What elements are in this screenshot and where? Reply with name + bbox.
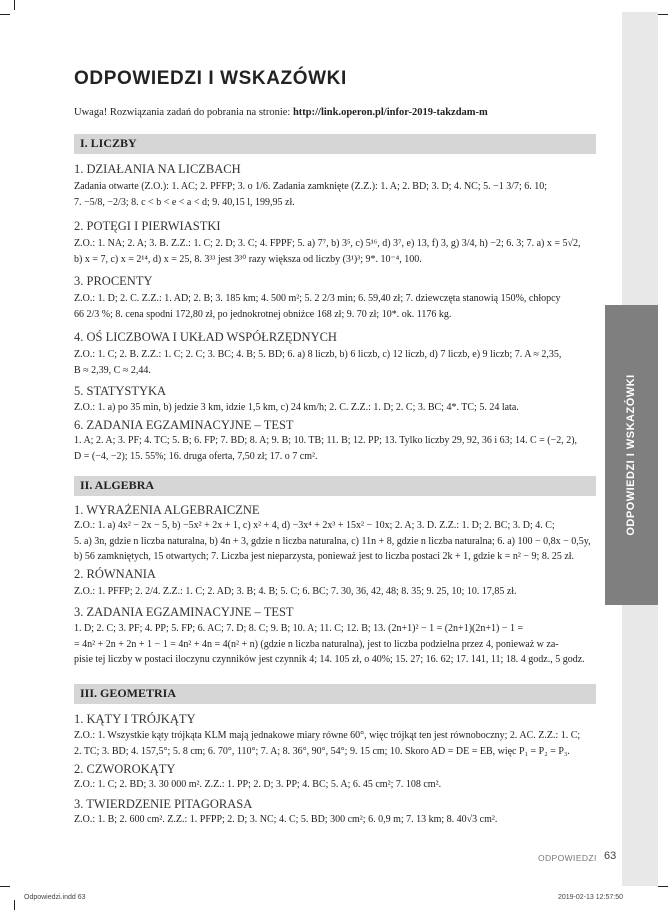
text-line: Zadania otwarte (Z.O.): 1. AC; 2. PFFP; 3. o 1/6. Zadania zamknięte (Z.Z.): 1. A; 2. BD; 3. D; 4. NC; 5. −1 3/7; 6. 10; <box>74 181 548 192</box>
chapter-header <box>74 134 596 154</box>
notice-link[interactable]: http://link.operon.pl/infor-2019-takzdam-m <box>292 107 488 118</box>
crop-mark <box>658 886 668 887</box>
text-line: Z.O.: 1. NA; 2. A; 3. B. Z.Z.: 1. C; 2. D; 3. C; 4. FPPF; 5. a) 7⁷, b) 3⁵, c) 5¹⁶, d) 3⁷, e) 13, f) 3, g) 3/4, h) −2; 6. 3; 7. a) x = 5√2, <box>74 238 581 249</box>
side-tab-label: ODPOWIEDZI I WSKAZÓWKI <box>625 374 637 536</box>
chapter-header <box>74 684 596 704</box>
text-line: D = (−4, −2); 15. 55%; 16. druga oferta, 7,50 zł; 17. o 7 cm². <box>74 450 318 462</box>
text-line: Z.O.: 1. a) po 35 min, b) jedzie 3 km, idzie 1,5 km, c) 24 km/h; 2. C. Z.Z.: 1. D; 2. C; 3. BC; 4*. TC; 5. 24 lata. <box>74 402 519 413</box>
text-line: 5. a) 3n, gdzie n liczba naturalna, b) 4n + 3, gdzie n liczba naturalna, c) 11n + 8, gdzie n liczba naturalna; 6. a) 100 − 0,8x − 0,5y, <box>74 535 591 547</box>
section-body <box>74 400 596 416</box>
section-title: 5. STATYSTYKA <box>74 384 167 398</box>
section-body <box>74 621 596 668</box>
file-slug: Odpowiedzi.indd 63 <box>24 894 86 901</box>
date-slug: 2019-02-13 12:57:50 <box>558 894 623 901</box>
section-title: 2. POTĘGI I PIERWIASTKI <box>74 219 221 233</box>
page-number: 63 <box>604 850 617 862</box>
section-title: 2. RÓWNANIA <box>74 567 156 581</box>
text-line: B ≈ 2,39, C ≈ 2,44. <box>74 364 151 376</box>
text-line: 2. TC; 3. BD; 4. 157,5°; 5. 8 cm; 6. 70°, 110°; 7. A; 8. 36°, 90°, 54°; 9. 15 cm; 10. Skoro AD = DE = EB, więc P₁ = P₂ = P₃. <box>74 745 570 757</box>
section-body <box>74 236 596 267</box>
page-title: ODPOWIEDZI I WSKAZÓWKI <box>74 68 347 89</box>
text-line: b) x = 7, c) x = 2¹⁴, d) x = 25, 8. 3³³ jest 3³⁰ razy większa od liczby (3¹)³; 9*. 10⁻⁴, 100. <box>74 253 422 265</box>
footer-label: ODPOWIEDZI <box>538 853 597 863</box>
chapter-header <box>74 476 596 496</box>
crop-mark <box>14 0 15 10</box>
section-title: 1. DZIAŁANIA NA LICZBACH <box>74 162 241 176</box>
chapter-title: II. ALGEBRA <box>80 478 155 492</box>
text-line: 1. A; 2. A; 3. PF; 4. TC; 5. B; 6. FP; 7. BD; 8. A; 9. B; 10. TB; 11. B; 12. PP; 13. Tylko liczby 29, 92, 36 i 63; 14. C = (−2, 2), <box>74 435 578 446</box>
section-title: 6. ZADANIA EGZAMINACYJNE – TEST <box>74 418 294 432</box>
section-title: 3. TWIERDZENIE PITAGORASA <box>74 797 253 811</box>
section-title: 1. WYRAŻENIA ALGEBRAICZNE <box>74 503 260 517</box>
notice <box>74 107 488 118</box>
text-line: Z.O.: 1. C; 2. B. Z.Z.: 1. C; 2. C; 3. BC; 4. B; 5. BD; 6. a) 8 liczb, b) 6 liczb, c) 12 liczb, d) 7 liczb, e) 9 liczb; 7. A ≈ 2,35, <box>74 349 562 360</box>
section-title: 4. OŚ LICZBOWA I UKŁAD WSPÓŁRZĘDNYCH <box>74 330 337 344</box>
section-body <box>74 728 596 759</box>
crop-mark <box>14 900 15 910</box>
section-body <box>74 291 596 322</box>
text-line: Z.O.: 1. Wszystkie kąty trójkąta KLM mają jednakowe miary równe 60°, więc trójkąt ten jest równoboczny; 2. AC. Z.Z.: 1. C; <box>74 730 581 741</box>
text-line: Z.O.: 1. B; 2. 600 cm². Z.Z.: 1. PFPP; 2. D; 3. NC; 4. C; 5. BD; 300 cm²; 6. 0,9 m; 7. 13 km; 8. 40√3 cm². <box>74 814 498 825</box>
section-title: 3. PROCENTY <box>74 274 153 288</box>
section-title: 3. ZADANIA EGZAMINACYJNE – TEST <box>74 605 294 619</box>
crop-mark <box>0 14 10 15</box>
crop-mark <box>0 886 10 887</box>
crop-mark <box>658 14 668 15</box>
section-title: 2. CZWOROKĄTY <box>74 762 176 776</box>
section-body <box>74 179 596 210</box>
section-body <box>74 518 596 565</box>
text-line: b) 56 zamkniętych, 15 otwartych; 7. Liczba jest nieparzysta, ponieważ jest to liczba postaci 2k + 1, gdzie k = n² − 9; 8. 25 zł. <box>74 551 575 562</box>
text-line: 7. −5/8, −2/3; 8. c < b < e < a < d; 9. 40,15 l, 199,95 zł. <box>74 196 295 208</box>
text-line: Z.O.: 1. PFFP; 2. 2/4. Z.Z.: 1. C; 2. AD; 3. B; 4. B; 5. C; 6. BC; 7. 30, 36, 42, 48; 8. 35; 9. 25, 10; 10. 17,85 zł. <box>74 586 517 597</box>
text-line: Z.O.: 1. D; 2. C. Z.Z.: 1. AD; 2. B; 3. 185 km; 4. 500 m²; 5. 2 2/3 min; 6. 59,40 zł; 7. dziewczęta stanowią 150%, chłopcy <box>74 293 561 304</box>
text-line: 66 2/3 %; 8. cena spodni 172,80 zł, po jednokrotnej obniżce 168 zł; 9. 70 zł; 10*. ok. 1176 kg. <box>74 308 452 320</box>
section-title: 1. KĄTY I TRÓJKĄTY <box>74 712 196 726</box>
text-line: Z.O.: 1. C; 2. BD; 3. 30 000 m². Z.Z.: 1. PP; 2. D; 3. PP; 4. BC; 5. A; 6. 45 cm²; 7. 108 cm². <box>74 779 442 790</box>
section-body <box>74 777 596 793</box>
section-body <box>74 347 596 378</box>
chapter-title: III. GEOMETRIA <box>80 686 177 700</box>
text-line: 1. D; 2. C; 3. PF; 4. PP; 5. FP; 6. AC; 7. D; 8. C; 9. B; 10. A; 11. C; 12. B; 13. (2n+1)² − 1 = (2n+1)(2n+1) − 1 = <box>74 623 524 634</box>
section-body <box>74 584 596 600</box>
notice-text: Uwaga! Rozwiązania zadań do pobrania na stronie: <box>74 107 293 118</box>
section-body <box>74 812 596 828</box>
section-body <box>74 433 596 464</box>
text-line: pisie tej liczby w postaci iloczynu czynników jest czynnik 4; 14. 105 zł, o 40%; 15. 27; 16. 62; 17. 141, 11; 18. 4 godz., 5 godz. <box>74 654 585 665</box>
text-line: Z.O.: 1. a) 4x² − 2x − 5, b) −5x² + 2x + 1, c) x² + 4, d) −3x⁴ + 2x³ + 15x² − 10x; 2. A; 3. D. Z.Z.: 1. D; 2. BC; 3. D; 4. C; <box>74 520 555 531</box>
text-line: = 4n² + 2n + 2n + 1 − 1 = 4n² + 4n = 4(n² + n) (gdzie n liczba naturalna), jest to liczba podzielna przez 4, ponieważ w za- <box>74 638 559 650</box>
chapter-title: I. LICZBY <box>80 136 137 150</box>
